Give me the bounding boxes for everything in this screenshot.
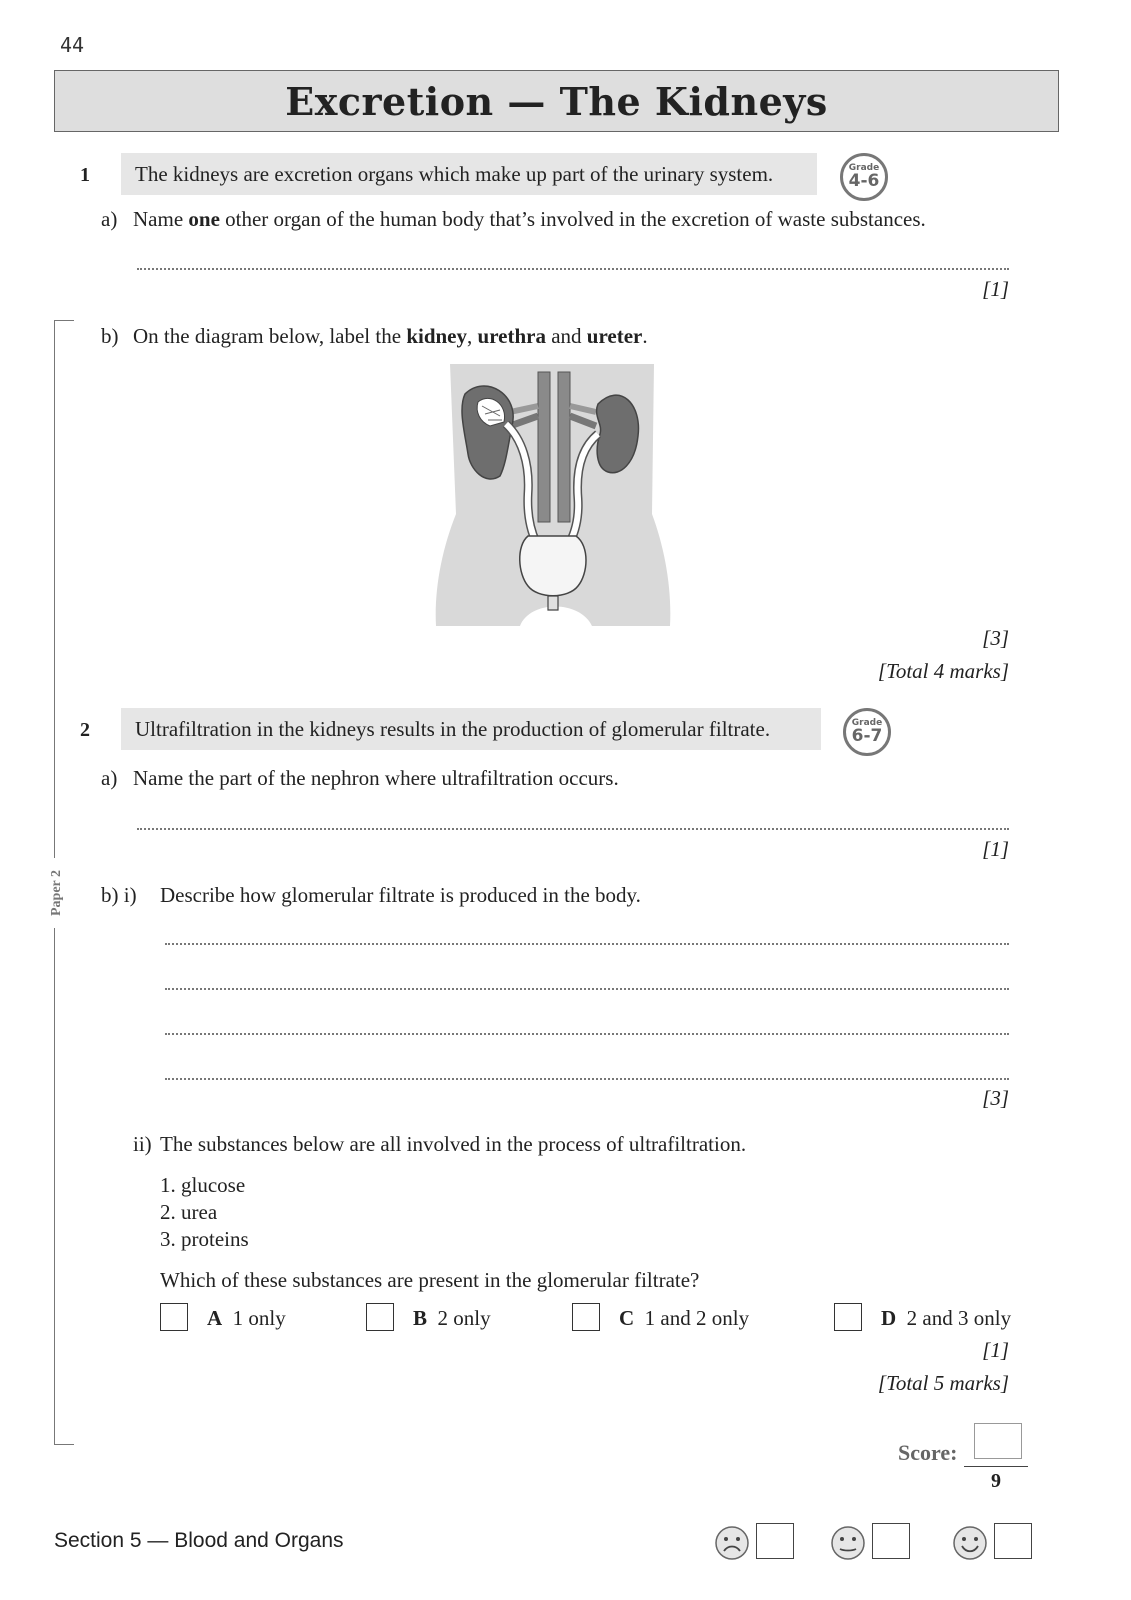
score-label: Score: [898, 1440, 958, 1465]
q2bi-answer-line[interactable] [165, 1033, 1009, 1035]
neutral-tickbox[interactable] [872, 1523, 910, 1559]
score-divider [964, 1466, 1028, 1467]
footer-section: Section 5 — Blood and Organs [54, 1529, 344, 1552]
substance-item: 2. urea [160, 1200, 218, 1224]
q1-stem: The kidneys are excretion organs which make up part of the urinary system. [135, 161, 774, 186]
q2bi-text: Describe how glomerular filtrate is produced in the body. [160, 883, 641, 907]
q1a-answer-line[interactable] [137, 268, 1009, 270]
q2a-text: Name the part of the nephron where ultrafiltration occurs. [133, 766, 619, 790]
q2bii-label: ii) [133, 1132, 152, 1156]
q2bi-answer-line[interactable] [165, 1078, 1009, 1080]
option-d-label: D 2 and 3 only [881, 1306, 1012, 1330]
q1a-mark: [1] [982, 277, 1009, 301]
substance-item: 3. proteins [160, 1227, 249, 1251]
q2-grade-range: 6-7 [851, 726, 883, 746]
paper-label [42, 858, 72, 928]
q2-total: [Total 5 marks] [877, 1371, 1009, 1395]
q1-number: 1 [80, 164, 90, 186]
page-title: Excretion — The Kidneys [285, 78, 828, 124]
q2bi-answer-line[interactable] [165, 988, 1009, 990]
q2-grade-word: Grade [851, 718, 883, 728]
q1-grade-range: 4-6 [848, 171, 880, 191]
q1-grade-word: Grade [848, 163, 880, 173]
q1-stem-box [121, 153, 817, 195]
q1b-text: On the diagram below, label the kidney, urethra and ureter. [133, 324, 648, 348]
option-a-label: A 1 only [207, 1306, 286, 1330]
urinary-system-diagram [430, 364, 680, 634]
q2-number: 2 [80, 719, 90, 741]
q2bii-question: Which of these substances are present in the glomerular filtrate? [160, 1268, 700, 1292]
happy-face-icon [952, 1525, 988, 1561]
sad-tickbox[interactable] [756, 1523, 794, 1559]
q1a-label: a) [101, 207, 118, 231]
title-bar [54, 70, 1059, 132]
option-a-checkbox[interactable] [160, 1303, 188, 1331]
score-out-of: 9 [991, 1470, 1001, 1492]
q1b-label: b) [101, 324, 119, 348]
q2-stem-box [121, 708, 821, 750]
score-input[interactable] [974, 1423, 1022, 1459]
option-c-label: C 1 and 2 only [619, 1306, 750, 1330]
q2a-answer-line[interactable] [137, 828, 1009, 830]
happy-tickbox[interactable] [994, 1523, 1032, 1559]
neutral-face-icon [830, 1525, 866, 1561]
option-b-checkbox[interactable] [366, 1303, 394, 1331]
q2bi-answer-line[interactable] [165, 943, 1009, 945]
option-d-checkbox[interactable] [834, 1303, 862, 1331]
q2-stem: Ultrafiltration in the kidneys results in the production of glomerular filtrate. [135, 716, 771, 741]
q2bii-text: The substances below are all involved in the process of ultrafiltration. [160, 1132, 747, 1156]
q2a-mark: [1] [982, 837, 1009, 861]
q2bii-mark: [1] [982, 1338, 1009, 1362]
paper-label-text: Paper 2 [49, 869, 65, 917]
option-c-checkbox[interactable] [572, 1303, 600, 1331]
q2bi-mark: [3] [982, 1086, 1009, 1110]
page-number: 44 [60, 33, 85, 57]
q1a-text: Name one other organ of the human body that’s involved in the excretion of waste substances. [133, 207, 926, 231]
q1-total: [Total 4 marks] [877, 659, 1009, 683]
sad-face-icon [714, 1525, 750, 1561]
q1-grade-badge [840, 153, 888, 201]
q2-grade-badge [843, 708, 891, 756]
substance-item: 1. glucose [160, 1173, 246, 1197]
q2bi-label: b) i) [101, 883, 137, 907]
q2a-label: a) [101, 766, 118, 790]
q1b-mark: [3] [982, 626, 1009, 650]
option-b-label: B 2 only [413, 1306, 491, 1330]
